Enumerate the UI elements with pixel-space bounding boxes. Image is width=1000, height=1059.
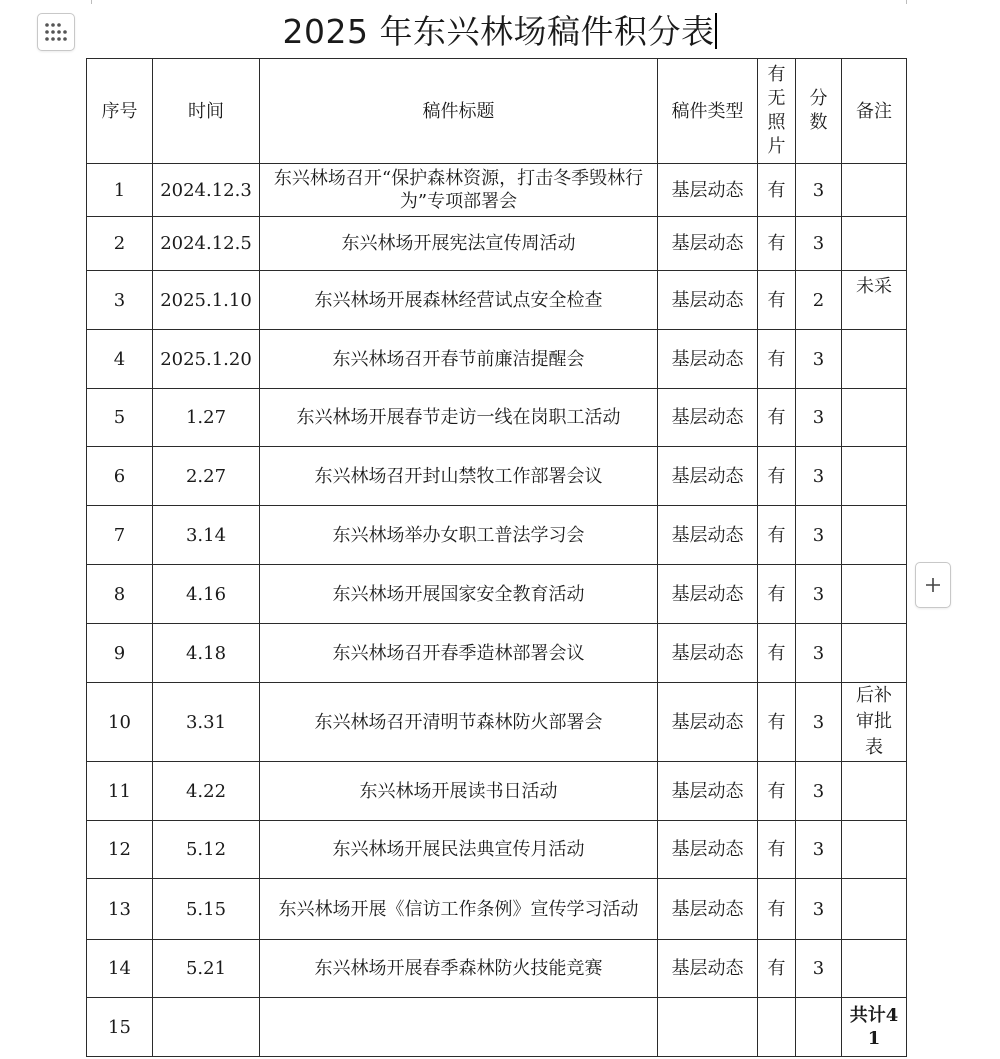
cell-time[interactable]: 4.18 [153, 624, 260, 683]
cell-photo[interactable]: 有 [758, 565, 796, 624]
table-row [87, 998, 907, 1057]
cell-no[interactable]: 1 [87, 164, 153, 217]
document-title[interactable] [0, 10, 1000, 54]
cell-score[interactable]: 3 [796, 624, 842, 683]
cell-time[interactable]: 3.14 [153, 506, 260, 565]
cell-note[interactable]: 共计41 [842, 998, 907, 1057]
add-row-button[interactable] [915, 562, 951, 608]
cell-no[interactable]: 15 [87, 998, 153, 1057]
table-row [87, 624, 907, 683]
cell-photo[interactable]: 有 [758, 447, 796, 506]
cell-photo[interactable]: 有 [758, 330, 796, 389]
cell-photo[interactable]: 有 [758, 821, 796, 879]
table-row [87, 447, 907, 506]
cell-time[interactable]: 3.31 [153, 683, 260, 762]
cell-note[interactable] [842, 506, 907, 565]
cell-note[interactable] [842, 940, 907, 998]
cell-no[interactable]: 5 [87, 389, 153, 447]
cell-note[interactable] [842, 821, 907, 879]
cell-type[interactable]: 基层动态 [658, 389, 758, 447]
cell-type[interactable]: 基层动态 [658, 217, 758, 271]
table-row [87, 821, 907, 879]
page-corner-mark-right [906, 0, 907, 4]
cell-title[interactable]: 东兴林场开展春季森林防火技能竞赛 [260, 940, 658, 998]
cell-note[interactable] [842, 624, 907, 683]
header-row [87, 59, 907, 164]
cell-photo[interactable]: 有 [758, 217, 796, 271]
cell-no[interactable]: 13 [87, 879, 153, 940]
table-row [87, 389, 907, 447]
cell-time[interactable]: 2024.12.3 [153, 164, 260, 217]
cell-note[interactable]: 未采 [842, 271, 907, 330]
cell-note[interactable] [842, 330, 907, 389]
cell-score[interactable]: 3 [796, 389, 842, 447]
cell-no[interactable]: 10 [87, 683, 153, 762]
table-row [87, 565, 907, 624]
table-row [87, 879, 907, 940]
cell-time[interactable]: 2.27 [153, 447, 260, 506]
cell-time[interactable]: 2024.12.5 [153, 217, 260, 271]
cell-title[interactable]: 东兴林场开展森林经营试点安全检查 [260, 271, 658, 330]
cell-score[interactable]: 3 [796, 940, 842, 998]
cell-photo[interactable]: 有 [758, 389, 796, 447]
cell-no[interactable]: 11 [87, 762, 153, 821]
cell-title[interactable]: 东兴林场开展春节走访一线在岗职工活动 [260, 389, 658, 447]
cell-note[interactable] [842, 683, 907, 762]
cell-score[interactable]: 3 [796, 879, 842, 940]
cell-title[interactable]: 东兴林场召开“保护森林资源，打击冬季毁林行为”专项部署会 [260, 164, 658, 217]
cell-time[interactable]: 4.22 [153, 762, 260, 821]
table-row [87, 506, 907, 565]
cell-no[interactable]: 7 [87, 506, 153, 565]
cell-note[interactable] [842, 389, 907, 447]
cell-no[interactable]: 12 [87, 821, 153, 879]
cell-time[interactable]: 2025.1.10 [153, 271, 260, 330]
cell-type[interactable]: 基层动态 [658, 683, 758, 762]
header-time[interactable]: 时间 [153, 59, 260, 164]
cell-time[interactable]: 5.12 [153, 821, 260, 879]
table-row [87, 217, 907, 271]
cell-score[interactable]: 3 [796, 164, 842, 217]
table-row [87, 330, 907, 389]
table-row [87, 164, 907, 217]
table-row [87, 762, 907, 821]
cell-time[interactable]: 4.16 [153, 565, 260, 624]
cell-photo[interactable]: 有 [758, 506, 796, 565]
cell-score[interactable]: 3 [796, 447, 842, 506]
header-title[interactable]: 稿件标题 [260, 59, 658, 164]
cell-title[interactable]: 东兴林场召开春节前廉洁提醒会 [260, 330, 658, 389]
cell-no[interactable]: 9 [87, 624, 153, 683]
header-score[interactable] [796, 59, 842, 164]
cell-title[interactable]: 东兴林场召开春季造林部署会议 [260, 624, 658, 683]
cell-title[interactable]: 东兴林场开展宪法宣传周活动 [260, 217, 658, 271]
cell-score[interactable]: 2 [796, 271, 842, 330]
text-cursor [715, 13, 717, 49]
cell-photo[interactable] [758, 998, 796, 1057]
cell-title[interactable]: 东兴林场举办女职工普法学习会 [260, 506, 658, 565]
cell-type[interactable]: 基层动态 [658, 330, 758, 389]
plus-icon [924, 576, 942, 594]
cell-type[interactable]: 基层动态 [658, 821, 758, 879]
cell-photo[interactable]: 有 [758, 879, 796, 940]
cell-type[interactable]: 基层动态 [658, 879, 758, 940]
table-row [87, 271, 907, 330]
cell-no[interactable]: 3 [87, 271, 153, 330]
cell-photo[interactable]: 有 [758, 762, 796, 821]
cell-score[interactable]: 3 [796, 330, 842, 389]
cell-type[interactable]: 基层动态 [658, 506, 758, 565]
header-type[interactable]: 稿件类型 [658, 59, 758, 164]
cell-type[interactable]: 基层动态 [658, 565, 758, 624]
cell-time[interactable]: 5.21 [153, 940, 260, 998]
cell-type[interactable] [658, 998, 758, 1057]
cell-note[interactable] [842, 447, 907, 506]
table-row [87, 940, 907, 998]
cell-title[interactable]: 东兴林场开展读书日活动 [260, 762, 658, 821]
cell-no[interactable]: 14 [87, 940, 153, 998]
cell-note[interactable] [842, 164, 907, 217]
cell-no[interactable]: 8 [87, 565, 153, 624]
cell-note[interactable] [842, 565, 907, 624]
cell-note-text: 后补审批表 [856, 685, 892, 758]
cell-title[interactable]: 东兴林场召开封山禁牧工作部署会议 [260, 447, 658, 506]
cell-score[interactable]: 3 [796, 506, 842, 565]
cell-score[interactable]: 3 [796, 565, 842, 624]
cell-type[interactable]: 基层动态 [658, 762, 758, 821]
cell-type[interactable]: 基层动态 [658, 164, 758, 217]
header-photo[interactable] [758, 59, 796, 164]
document-title-text: 2025 年东兴林场稿件积分表 [282, 12, 715, 51]
cell-score[interactable] [796, 998, 842, 1057]
cell-photo[interactable]: 有 [758, 164, 796, 217]
table-row [87, 683, 907, 762]
cell-type[interactable]: 基层动态 [658, 940, 758, 998]
cell-score[interactable]: 3 [796, 762, 842, 821]
cell-time[interactable] [153, 998, 260, 1057]
page-corner-mark-left [91, 0, 92, 4]
cell-title[interactable]: 东兴林场开展国家安全教育活动 [260, 565, 658, 624]
cell-title[interactable]: 东兴林场召开清明节森林防火部署会 [260, 683, 658, 762]
cell-type[interactable]: 基层动态 [658, 624, 758, 683]
cell-no[interactable]: 2 [87, 217, 153, 271]
header-no[interactable]: 序号 [87, 59, 153, 164]
cell-no[interactable]: 6 [87, 447, 153, 506]
header-note[interactable]: 备注 [842, 59, 907, 164]
cell-title[interactable]: 东兴林场开展民法典宣传月活动 [260, 821, 658, 879]
cell-title[interactable] [260, 998, 658, 1057]
cell-time[interactable]: 1.27 [153, 389, 260, 447]
cell-score[interactable]: 3 [796, 683, 842, 762]
cell-time[interactable]: 2025.1.20 [153, 330, 260, 389]
cell-photo[interactable]: 有 [758, 683, 796, 762]
header-score-text: 分数 [809, 88, 828, 133]
cell-no[interactable]: 4 [87, 330, 153, 389]
cell-note[interactable] [842, 217, 907, 271]
cell-score[interactable]: 3 [796, 821, 842, 879]
cell-type[interactable]: 基层动态 [658, 271, 758, 330]
cell-score[interactable]: 3 [796, 217, 842, 271]
header-photo-text: 有无照片 [767, 64, 786, 157]
cell-photo[interactable]: 有 [758, 271, 796, 330]
score-table [86, 58, 907, 1057]
cell-time[interactable]: 5.15 [153, 879, 260, 940]
cell-photo[interactable]: 有 [758, 940, 796, 998]
cell-title[interactable]: 东兴林场开展《信访工作条例》宣传学习活动 [260, 879, 658, 940]
cell-type[interactable]: 基层动态 [658, 447, 758, 506]
cell-note[interactable] [842, 879, 907, 940]
cell-note[interactable] [842, 762, 907, 821]
cell-photo[interactable]: 有 [758, 624, 796, 683]
